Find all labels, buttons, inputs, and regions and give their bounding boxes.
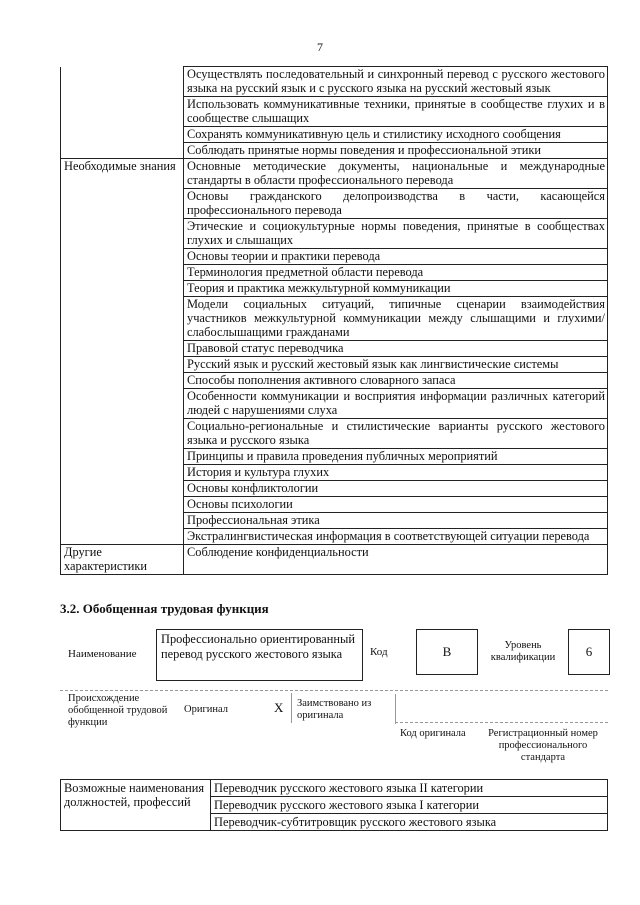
other-characteristics-item: Соблюдение конфиденциальности [184, 545, 608, 575]
knowledge-row [61, 449, 608, 465]
knowledge-item: Профессиональная этика [184, 513, 608, 529]
knowledge-row [61, 281, 608, 297]
skills-label-cell [61, 143, 184, 159]
knowledge-row [61, 265, 608, 281]
skills-row [61, 143, 608, 159]
other-characteristics-row [61, 545, 608, 575]
knowledge-label-cell [61, 341, 184, 357]
reg-number-label: Регистрационный номер профессионального стандарта [488, 728, 598, 763]
knowledge-row [61, 529, 608, 545]
skills-item: Использовать коммуникативные техники, принятые в сообществе глухих и в сообществе слышащих [184, 97, 608, 127]
knowledge-label-cell [61, 249, 184, 265]
knowledge-item: Русский язык и русский жестовый язык как лингвистические системы [184, 357, 608, 373]
knowledge-row [61, 389, 608, 419]
skills-item: Соблюдать принятые нормы поведения и профессиональной этики [184, 143, 608, 159]
knowledge-item: Способы пополнения активного словарного запаса [184, 373, 608, 389]
other-characteristics-label-cell: Другие характеристики [61, 545, 184, 575]
position-item: Переводчик русского жестового языка I категории [211, 797, 608, 814]
knowledge-item: Основы гражданского делопроизводства в части, касающейся профессионального перевода [184, 189, 608, 219]
knowledge-item: Терминология предметной области перевода [184, 265, 608, 281]
knowledge-item: Основы теории и практики перевода [184, 249, 608, 265]
positions-table [60, 779, 608, 831]
knowledge-label-cell [61, 357, 184, 373]
origin-divider-top [60, 690, 608, 691]
knowledge-item: Правовой статус переводчика [184, 341, 608, 357]
knowledge-item: Основы конфликтологии [184, 481, 608, 497]
skills-item: Сохранять коммуникативную цель и стилистику исходного сообщения [184, 127, 608, 143]
knowledge-row [61, 419, 608, 449]
skills-row [61, 67, 608, 97]
origin-divider-bottom [395, 722, 608, 723]
knowledge-item: Принципы и правила проведения публичных мероприятий [184, 449, 608, 465]
origin-separator [291, 693, 292, 723]
knowledge-label-cell [61, 265, 184, 281]
knowledge-label-cell [61, 297, 184, 341]
knowledge-item: Основы психологии [184, 497, 608, 513]
knowledge-label-cell [61, 281, 184, 297]
knowledge-item: Модели социальных ситуаций, типичные сценарии взаимодействия участников межкультурной коммуникации между слышащими и глухими/слабослышащими гражданами [184, 297, 608, 341]
knowledge-item: Особенности коммуникации и восприятия информации различных категорий людей с нарушениями слуха [184, 389, 608, 419]
knowledge-label-cell: Необходимые знания [61, 159, 184, 189]
qualification-level-value: 6 [585, 644, 593, 659]
code-original-label: Код оригинала [400, 728, 466, 739]
skills-label-cell [61, 67, 184, 97]
knowledge-item: Основные методические документы, национальные и международные стандарты в области профессионального перевода [184, 159, 608, 189]
knowledge-row [61, 513, 608, 529]
code-original-separator [395, 694, 396, 724]
skills-row [61, 97, 608, 127]
qualification-level-label: Уровень квалификации [490, 640, 556, 663]
knowledge-item: История и культура глухих [184, 465, 608, 481]
knowledge-label-cell [61, 529, 184, 545]
knowledge-label-cell [61, 449, 184, 465]
knowledge-row [61, 249, 608, 265]
position-row [61, 780, 608, 797]
knowledge-row [61, 189, 608, 219]
position-item: Переводчик русского жестового языка II категории [211, 780, 608, 797]
origin-label: Происхождение обобщенной трудовой функции [68, 693, 168, 728]
knowledge-label-cell [61, 373, 184, 389]
skills-label-cell [61, 97, 184, 127]
knowledge-item: Экстралингвистическая информация в соответствующей ситуации перевода [184, 529, 608, 545]
knowledge-label-cell [61, 497, 184, 513]
knowledge-label-cell [61, 219, 184, 249]
knowledge-row [61, 481, 608, 497]
borrowed-label: Заимствовано из оригинала [297, 698, 372, 721]
name-value: Профессионально ориентированный перевод русского жестового языка [161, 632, 355, 661]
section-heading: 3.2. Обобщенная трудовая функция [60, 601, 269, 616]
positions-label-cell: Возможные наименования должностей, профессий [61, 780, 211, 831]
position-item: Переводчик-субтитровщик русского жестового языка [211, 814, 608, 831]
knowledge-label-cell [61, 389, 184, 419]
knowledge-label-cell [61, 465, 184, 481]
knowledge-skills-table [60, 66, 608, 575]
skills-row [61, 127, 608, 143]
original-mark: X [274, 700, 284, 715]
knowledge-row [61, 497, 608, 513]
knowledge-item: Теория и практика межкультурной коммуникации [184, 281, 608, 297]
knowledge-label-cell [61, 481, 184, 497]
knowledge-item: Социально-региональные и стилистические варианты русского жестового языка и русского языка [184, 419, 608, 449]
knowledge-row [61, 341, 608, 357]
code-value: В [442, 644, 452, 659]
knowledge-row [61, 297, 608, 341]
knowledge-label-cell [61, 513, 184, 529]
code-value-box [416, 629, 478, 675]
knowledge-row [61, 357, 608, 373]
knowledge-row [61, 159, 608, 189]
knowledge-row [61, 373, 608, 389]
qualification-level-box [568, 629, 610, 675]
skills-label-cell [61, 127, 184, 143]
knowledge-row [61, 465, 608, 481]
knowledge-label-cell [61, 419, 184, 449]
original-label: Оригинал [184, 704, 228, 715]
knowledge-item: Этические и социокультурные нормы поведения, принятые в сообществах глухих и слышащих [184, 219, 608, 249]
name-value-box [156, 629, 363, 681]
page-number: 7 [317, 40, 323, 54]
knowledge-row [61, 219, 608, 249]
knowledge-label-cell [61, 189, 184, 219]
code-label: Код [370, 646, 388, 658]
skills-item: Осуществлять последовательный и синхронный перевод с русского жестового языка на русский язык и с русского языка на русский жестовый язык [184, 67, 608, 97]
name-label: Наименование [68, 648, 137, 660]
